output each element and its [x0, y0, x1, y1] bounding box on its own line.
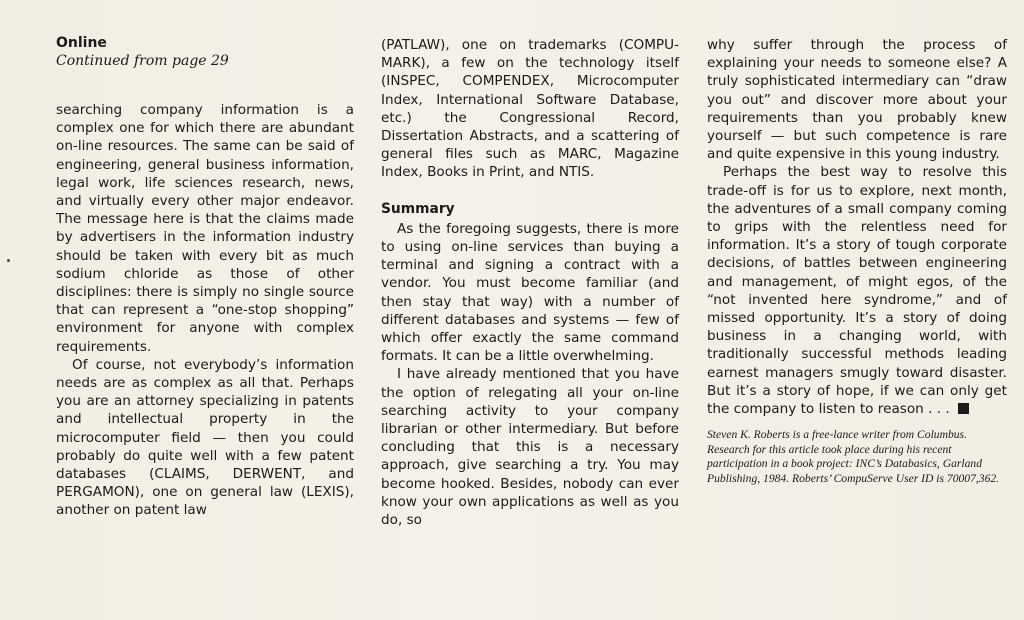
continued-from-note: Continued from page 29: [56, 53, 229, 69]
paragraph: searching company information is a complex one for which there are abundant on-line resources. The same can be said of engineering, general business information, legal work, life sciences research, news, and virtually every other major endeavor. The message here is that the claims made by advertisers in the information industry should be taken with every bit as much sodium chloride as those of other disciplines: there is simply no single source that can represent a “one-stop shopping” environment for anyone with complex requirements.: [56, 102, 354, 355]
section-title: Online: [56, 35, 107, 51]
paragraph: I have already mentioned that you have the option of relegating all your on-line searching activity to your company librarian or other intermediary. But before concluding that this is a necessary approach, give searching a try. You may become hooked. Besides, nobody can ever know your own applications as well as you do, so: [381, 366, 679, 529]
paragraph-text: Perhaps the best way to resolve this trade-off is for us to explore, next month, the adventures of a small company coming to grips with the relentless need for information. It’s a story of tough corporate decisions, of battles between engineering and management, of might egos, of the “not invented here syndrome,” and of missed opportunity. It’s a story of doing business in a changing world, with traditionally successful methods leading earnest managers smugly toward disaster. But it’s a story of hope, if we can only get the company to listen to reason . . .: [707, 164, 1007, 418]
column-3: [707, 36, 1007, 486]
closing-paragraph: [707, 163, 1007, 418]
page-speck: [7, 259, 10, 262]
author-bio: Steven K. Roberts is a free-lance writer from Columbus. Research for this article took place during his recent participation in a book project: INC’s Databasics, Garland Publishing, 1984. Roberts’ CompuServe User ID is 70007,362.: [707, 428, 1000, 485]
summary-heading: Summary: [381, 200, 455, 217]
article-header: [56, 34, 354, 70]
paragraph: Of course, not everybody’s information needs are as complex as all that. Perhaps you are an attorney specializing in patents and intellectual property in the microcomputer field — then you could probably do quite well with a few patent databases (CLAIMS, DERWENT, and PERGAMON), one on general law (LEXIS), another on patent law: [56, 356, 354, 519]
paragraph: why suffer through the process of explaining your needs to someone else? A truly sophisticated intermediary can “draw you out” and discover more about your requirements than you probably knew yourself — but such competence is rare and quite expensive in this young industry.: [707, 37, 1007, 163]
paragraph: (PATLAW), one on trademarks (COMPU-MARK), a few on the technology itself (INSPEC, COMPENDEX, Microcomputer Index, International Software Database, etc.) the Congressional Record, Dissertation Abstracts, and a scattering of general files such as MARC, Magazine Index, Books in Print, and NTIS.: [381, 37, 679, 181]
end-of-article-mark-icon: [958, 403, 969, 414]
column-2: [381, 36, 679, 529]
column-1: [56, 34, 354, 520]
paragraph: As the foregoing suggests, there is more to using on-line services than buying a terminal and signing a contract with a vendor. You must become familiar (and then stay that way) with a number of different databases and systems — few of which offer exactly the same command formats. It can be a little overwhelming.: [381, 220, 679, 365]
